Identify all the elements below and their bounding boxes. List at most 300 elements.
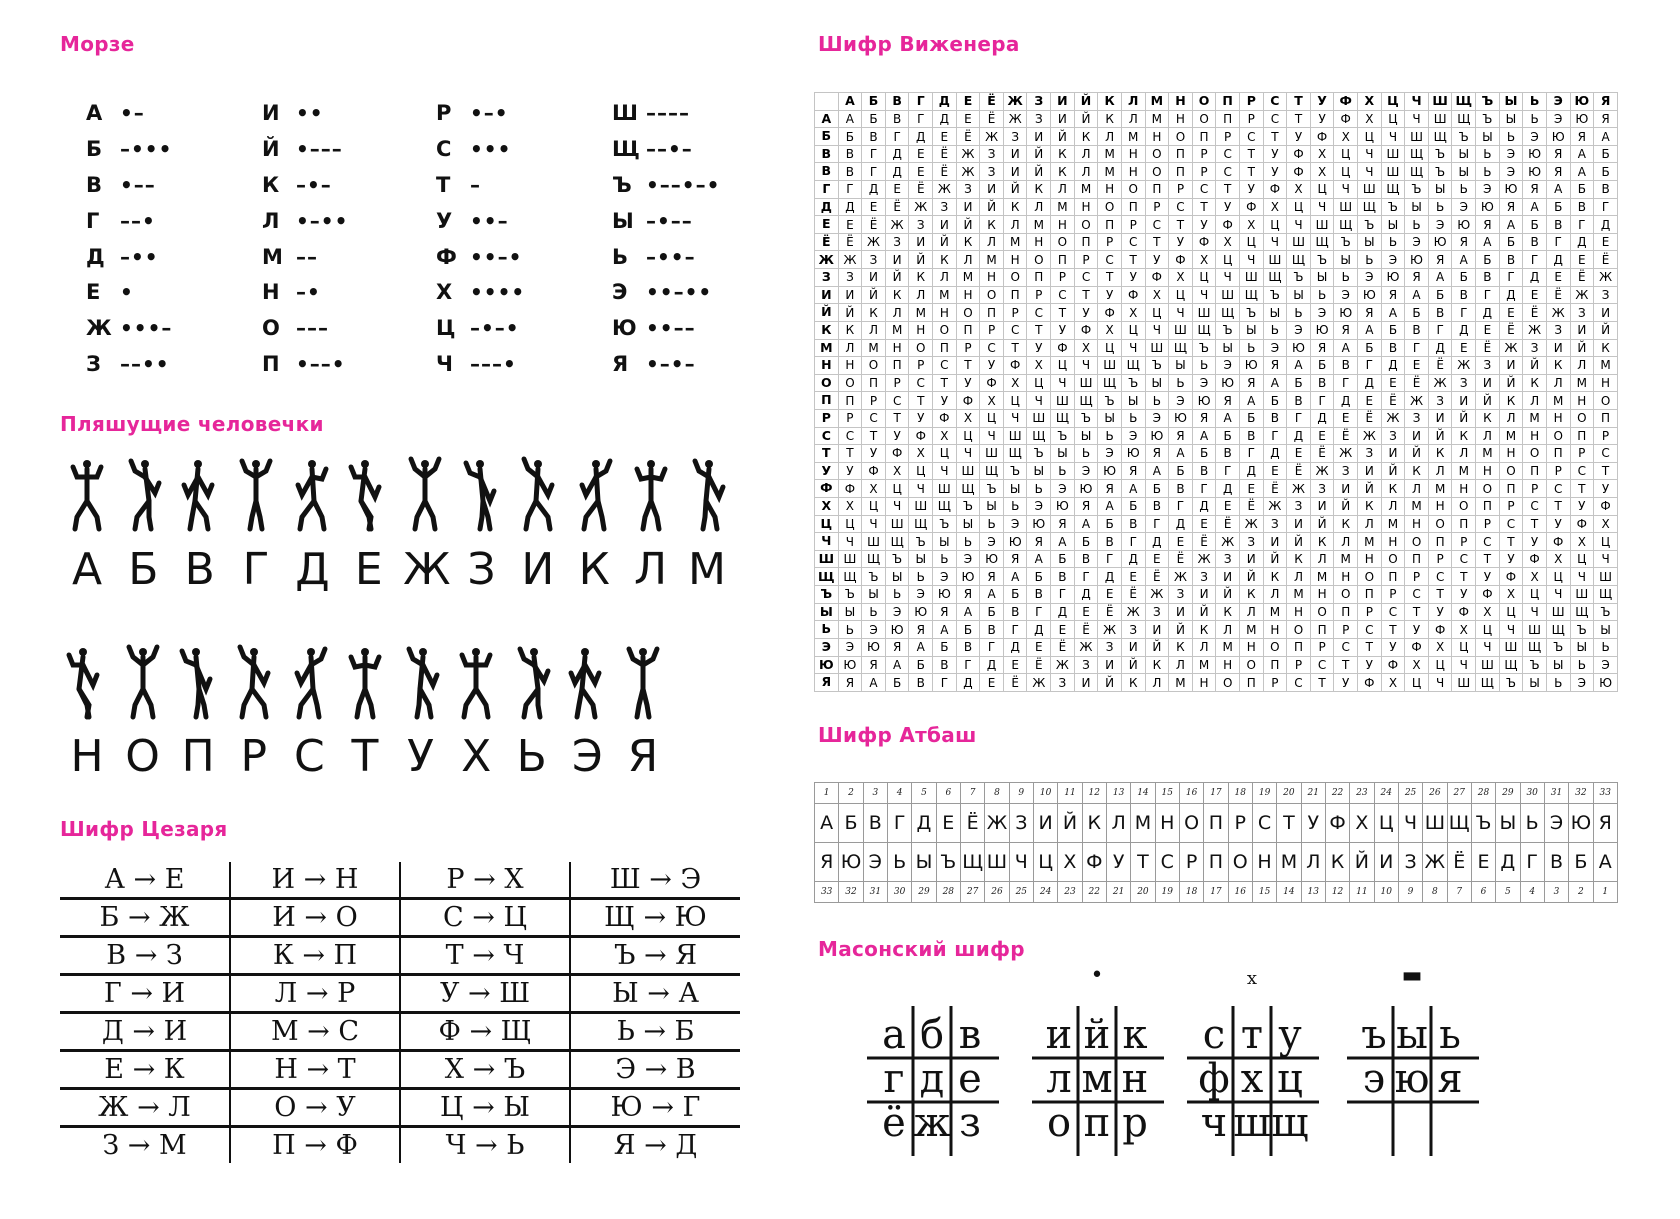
atbash-number: 12 [1325,882,1349,903]
vigenere-row [815,304,1618,322]
vigenere-cell: Ц [1003,392,1027,410]
vigenere-cell: Ч [1051,374,1075,392]
atbash-number: 10 [1033,783,1057,804]
vigenere-cell: Ы [1287,286,1311,304]
vigenere-cell: Р [1287,656,1311,674]
vigenere-cell: С [1216,163,1240,181]
vigenere-cell: Р [1499,498,1523,516]
vigenere-row-header: Ь [815,621,839,639]
vigenere-cell: Ш [1499,638,1523,656]
morse-entry [86,346,172,382]
dancing-man-figure [290,455,334,533]
vigenere-cell: Ъ [885,550,909,568]
vigenere-cell: Ф [1523,550,1547,568]
vigenere-cell: Ш [980,445,1004,463]
vigenere-cell: И [1452,392,1476,410]
vigenere-cell: Ё [1263,480,1287,498]
vigenere-cell: К [1310,533,1334,551]
vigenere-cell: Я [1051,515,1075,533]
atbash-number: 26 [985,882,1009,903]
vigenere-cell: Р [1051,269,1075,287]
vigenere-cell: Я [1570,128,1594,146]
atbash-letter: Ь [887,843,911,882]
vigenere-cell: Х [1499,586,1523,604]
atbash-letter: У [1301,804,1325,843]
vigenere-cell: Л [1192,638,1216,656]
vigenere-cell: Й [1027,145,1051,163]
atbash-title: Шифр Атбаш [818,723,977,747]
atbash-letter: З [1009,804,1033,843]
vigenere-cell: Г [1239,445,1263,463]
vigenere-cell: В [1476,269,1500,287]
vigenere-cell: Л [1287,568,1311,586]
vigenere-cell: К [980,216,1004,234]
vigenere-row [815,357,1618,375]
vigenere-cell: Я [1027,533,1051,551]
vigenere-cell: Е [933,128,957,146]
vigenere-cell: Ф [1239,198,1263,216]
vigenere-cell: Ц [1027,374,1051,392]
vigenere-cell: Ч [933,462,957,480]
atbash-letter: Б [839,804,863,843]
vigenere-cell: Б [1145,480,1169,498]
vigenere-cell: З [1121,621,1145,639]
vigenere-cell: Т [1428,586,1452,604]
vigenere-cell: Ю [1003,533,1027,551]
vigenere-cell: З [1405,409,1429,427]
vigenere-cell: Л [1074,163,1098,181]
vigenere-column-header: И [1051,93,1075,111]
vigenere-cell: К [1003,198,1027,216]
vigenere-cell: Ь [1499,128,1523,146]
vigenere-cell: В [838,145,862,163]
vigenere-cell: Ч [1287,216,1311,234]
vigenere-cell: Э [1476,181,1500,199]
morse-entry [436,95,525,131]
vigenere-row-header: И [815,286,839,304]
vigenere-cell: Ф [980,374,1004,392]
vigenere-cell: Ё [1381,392,1405,410]
vigenere-row [815,498,1618,516]
mason-letter: ё [882,1100,906,1146]
vigenere-cell: С [933,357,957,375]
vigenere-cell: Ц [956,427,980,445]
vigenere-cell: Г [1263,427,1287,445]
vigenere-cell: Я [1074,498,1098,516]
vigenere-cell: Ц [1192,269,1216,287]
vigenere-cell: П [1499,480,1523,498]
vigenere-cell: О [1476,480,1500,498]
atbash-letter: Ж [985,804,1009,843]
atbash-letter: П [1204,804,1228,843]
vigenere-cell: Й [1263,550,1287,568]
vigenere-cell: О [1428,515,1452,533]
vigenere-cell: С [1098,251,1122,269]
vigenere-cell: Б [1169,462,1193,480]
atbash-number: 21 [1301,783,1325,804]
vigenere-cell: В [1570,198,1594,216]
vigenere-cell: Ю [1169,409,1193,427]
morse-letter: Ш [612,100,638,125]
vigenere-cell: М [1358,533,1382,551]
vigenere-cell: Ъ [1121,374,1145,392]
vigenere-cell: Ё [1098,603,1122,621]
vigenere-cell: Ё [933,163,957,181]
vigenere-cell: Ы [1358,233,1382,251]
vigenere-row [815,110,1618,128]
vigenere-cell: Л [1499,409,1523,427]
vigenere-cell: З [1428,392,1452,410]
vigenere-cell: И [1476,374,1500,392]
atbash-number: 32 [839,882,863,903]
vigenere-cell: П [862,374,886,392]
vigenere-cell: Щ [1405,145,1429,163]
vigenere-cell: Ц [1239,233,1263,251]
vigenere-cell: Ы [1216,339,1240,357]
mason-letter: к [1122,1012,1148,1058]
atbash-number: 4 [887,783,911,804]
vigenere-cell: П [933,339,957,357]
vigenere-cell: Р [909,357,933,375]
vigenere-cell: Й [1570,339,1594,357]
vigenere-cell: У [1310,110,1334,128]
morse-code: ––•– [646,136,693,161]
vigenere-cell: Ё [1169,550,1193,568]
vigenere-cell: Х [1358,110,1382,128]
vigenere-row-header: П [815,392,839,410]
vigenere-cell: О [1499,462,1523,480]
vigenere-cell: М [1452,462,1476,480]
vigenere-cell: Ч [1570,568,1594,586]
vigenere-cell: Е [980,674,1004,692]
atbash-number: 22 [1082,882,1106,903]
vigenere-cell: К [1216,603,1240,621]
vigenere-cell: К [1334,515,1358,533]
vigenere-cell: В [1121,515,1145,533]
vigenere-cell: Э [1594,656,1618,674]
vigenere-cell: Ф [1287,163,1311,181]
vigenere-cell: Ы [1239,321,1263,339]
vigenere-cell: Н [1098,181,1122,199]
vigenere-cell: Ъ [1310,251,1334,269]
vigenere-cell: Г [1074,568,1098,586]
vigenere-column-header: Д [933,93,957,111]
atbash-letter: Т [1277,804,1301,843]
caesar-pair: И → Н [230,862,400,899]
vigenere-cell: Я [1003,550,1027,568]
morse-letter: Ю [612,316,637,341]
atbash-letter: С [1155,843,1179,882]
vigenere-cell: Ё [885,198,909,216]
vigenere-cell: Ы [909,550,933,568]
vigenere-cell: Ф [1546,533,1570,551]
vigenere-cell: Х [1287,181,1311,199]
vigenere-cell: Ю [1121,445,1145,463]
caesar-pair: Ш → Э [570,862,740,899]
vigenere-cell: Е [909,163,933,181]
vigenere-cell: Д [838,198,862,216]
vigenere-cell: Ю [1594,674,1618,692]
vigenere-cell: С [1239,128,1263,146]
vigenere-cell: Ь [1523,110,1547,128]
vigenere-cell: Ъ [1428,145,1452,163]
vigenere-cell: Ю [1499,181,1523,199]
atbash-letter: И [1033,804,1057,843]
vigenere-cell: Т [956,357,980,375]
morse-code: –––• [470,352,517,377]
atbash-number: 8 [1423,882,1447,903]
caesar-pair: Щ → Ю [570,899,740,937]
vigenere-cell: Ь [1334,269,1358,287]
vigenere-cell: Я [1334,321,1358,339]
atbash-letter: Ё [960,804,984,843]
morse-entry [436,167,525,203]
vigenere-cell: Д [1192,498,1216,516]
morse-entry [436,274,525,310]
vigenere-cell: Ъ [1452,128,1476,146]
vigenere-cell: Ч [1216,269,1240,287]
vigenere-row-header: Ш [815,550,839,568]
caesar-pair: Л → Р [230,975,400,1013]
vigenere-cell: Е [1594,233,1618,251]
vigenere-cell: В [1003,603,1027,621]
vigenere-cell: З [1476,357,1500,375]
vigenere-cell: К [1499,392,1523,410]
mason-letter: п [1083,1100,1111,1146]
vigenere-cell: Й [909,251,933,269]
vigenere-cell: Ф [1499,568,1523,586]
vigenere-cell: Щ [885,533,909,551]
vigenere-cell: Ь [909,568,933,586]
vigenere-cell: Л [1169,656,1193,674]
caesar-row [60,1013,740,1051]
vigenere-cell: Щ [1499,656,1523,674]
vigenere-cell: С [1334,638,1358,656]
vigenere-cell: Т [1476,550,1500,568]
vigenere-cell: Н [1476,462,1500,480]
atbash-number: 28 [936,882,960,903]
vigenere-cell: Ш [1239,269,1263,287]
vigenere-cell: З [1192,568,1216,586]
vigenere-cell: Н [1499,445,1523,463]
dancing-letter: С [294,731,325,782]
vigenere-cell: О [1405,533,1429,551]
atbash-number: 3 [863,783,887,804]
vigenere-cell: Х [1570,533,1594,551]
vigenere-row-header: Ж [815,251,839,269]
vigenere-cell: Ъ [1405,181,1429,199]
morse-letter: Ъ [612,172,632,197]
vigenere-cell: Х [1263,198,1287,216]
vigenere-cell: Д [1003,638,1027,656]
vigenere-cell: Х [1523,568,1547,586]
vigenere-cell: Ь [1452,181,1476,199]
vigenere-cell: Д [1121,550,1145,568]
vigenere-cell: Я [1121,462,1145,480]
caesar-pair: З → М [102,1130,187,1161]
vigenere-cell: К [1358,498,1382,516]
morse-letter: С [436,136,452,161]
atbash-letter: М [1131,804,1155,843]
vigenere-cell: П [1169,163,1193,181]
vigenere-cell: Ж [1452,357,1476,375]
vigenere-cell: У [838,462,862,480]
vigenere-row-header: У [815,462,839,480]
vigenere-cell: П [1216,110,1240,128]
vigenere-cell: Х [933,427,957,445]
morse-entry [262,239,348,275]
vigenere-cell: У [1216,198,1240,216]
vigenere-cell: Ч [838,533,862,551]
dancing-letter: Е [354,544,383,595]
vigenere-cell: Ё [980,110,1004,128]
vigenere-cell: Г [1310,392,1334,410]
vigenere-cell: Ы [1169,357,1193,375]
morse-entry [436,310,525,346]
atbash-number: 1 [815,783,839,804]
vigenere-cell: З [885,233,909,251]
mason-letter: э [1362,1056,1386,1102]
vigenere-cell: Я [1499,198,1523,216]
morse-letter: З [86,352,101,377]
vigenere-cell: Й [1310,515,1334,533]
vigenere-cell: К [1051,163,1075,181]
vigenere-cell: Г [1405,339,1429,357]
vigenere-cell: Ъ [909,533,933,551]
vigenere-cell: Я [1098,480,1122,498]
mason-letter: в [958,1012,982,1058]
vigenere-cell: У [933,392,957,410]
vigenere-cell: Ю [838,656,862,674]
vigenere-cell: Ч [885,498,909,516]
atbash-number: 15 [1252,882,1276,903]
vigenere-cell: И [1287,515,1311,533]
vigenere-cell: Р [956,339,980,357]
morse-letter: Д [86,244,105,269]
vigenere-cell: Ъ [1570,621,1594,639]
atbash-letter: А [1593,843,1618,882]
dancing-figures-row-2 [65,643,665,721]
vigenere-cell: Г [1476,286,1500,304]
atbash-number: 5 [912,783,936,804]
vigenere-cell: Г [1546,233,1570,251]
morse-code: •–•• [296,208,349,233]
mason-grid [1032,970,1164,1156]
vigenere-cell: Г [862,163,886,181]
vigenere-cell: Ж [862,233,886,251]
vigenere-cell: Й [862,286,886,304]
vigenere-cell: У [1570,498,1594,516]
vigenere-cell: Ж [980,128,1004,146]
vigenere-cell: Е [1381,374,1405,392]
vigenere-cell: А [1287,357,1311,375]
vigenere-cell: Л [838,339,862,357]
vigenere-cell: Н [1145,128,1169,146]
vigenere-cell: Д [1476,304,1500,322]
vigenere-cell: О [1145,145,1169,163]
vigenere-cell: Б [885,674,909,692]
vigenere-cell: И [980,181,1004,199]
vigenere-cell: Э [1570,674,1594,692]
vigenere-cell: Ю [1239,357,1263,375]
vigenere-cell: П [1476,498,1500,516]
atbash-letter: Э [863,843,887,882]
atbash-letter: Х [1350,804,1374,843]
vigenere-cell: Ъ [933,515,957,533]
atbash-number: 15 [1155,783,1179,804]
atbash-letter: Ц [1033,843,1057,882]
atbash-number: 31 [863,882,887,903]
vigenere-cell: Щ [1358,198,1382,216]
vigenere-cell: Б [1239,409,1263,427]
vigenere-cell: Ч [1027,392,1051,410]
atbash-number: 17 [1204,882,1228,903]
vigenere-cell: Й [1476,392,1500,410]
caesar-pair: Б → Ж [60,899,230,937]
vigenere-cell: К [1405,462,1429,480]
vigenere-cell: Ы [1263,304,1287,322]
vigenere-cell: Ф [1121,286,1145,304]
vigenere-cell: Д [1074,586,1098,604]
vigenere-cell: Н [1121,163,1145,181]
atbash-letter: Ч [1009,843,1033,882]
vigenere-cell: Ё [1570,269,1594,287]
mason-letter: т [1240,1012,1264,1058]
vigenere-cell: Г [1499,269,1523,287]
atbash-letter: Ж [1423,843,1447,882]
vigenere-cell: Т [1027,321,1051,339]
vigenere-cell: Е [1216,498,1240,516]
dancing-letter: А [71,544,103,595]
vigenere-cell: Р [862,392,886,410]
vigenere-cell: Ш [1098,357,1122,375]
morse-code: •••– [120,316,173,341]
vigenere-cell: Х [1098,321,1122,339]
vigenere-cell: Л [980,233,1004,251]
atbash-table [814,782,1618,903]
vigenere-row [815,216,1618,234]
dancing-letter: Я [627,731,659,782]
morse-code: • [120,280,134,305]
vigenere-cell: Й [1239,568,1263,586]
vigenere-cell: С [1287,674,1311,692]
caesar-row [60,1051,740,1089]
vigenere-cell: Ц [1310,181,1334,199]
dancing-man-figure [399,643,443,721]
dancing-letter: Ь [516,731,547,782]
caesar-row [60,1089,740,1127]
vigenere-cell: Т [1405,603,1429,621]
vigenere-cell: Ш [1405,128,1429,146]
atbash-letter: Т [1131,843,1155,882]
vigenere-cell: Ц [1476,621,1500,639]
vigenere-cell: Ё [1358,409,1382,427]
atbash-number: 13 [1301,882,1325,903]
vigenere-cell: Х [1003,374,1027,392]
vigenere-column-header: О [1192,93,1216,111]
vigenere-cell: Ф [1216,216,1240,234]
dancing-man-figure [343,643,387,721]
vigenere-cell: Ш [1594,568,1618,586]
vigenere-cell: Б [1287,374,1311,392]
vigenere-cell: Ю [1428,233,1452,251]
caesar-pair: И → О [230,899,400,937]
vigenere-cell: С [1027,304,1051,322]
vigenere-cell: О [1287,621,1311,639]
vigenere-cell: Ч [1121,339,1145,357]
morse-entry [612,346,720,382]
morse-column [262,95,348,382]
